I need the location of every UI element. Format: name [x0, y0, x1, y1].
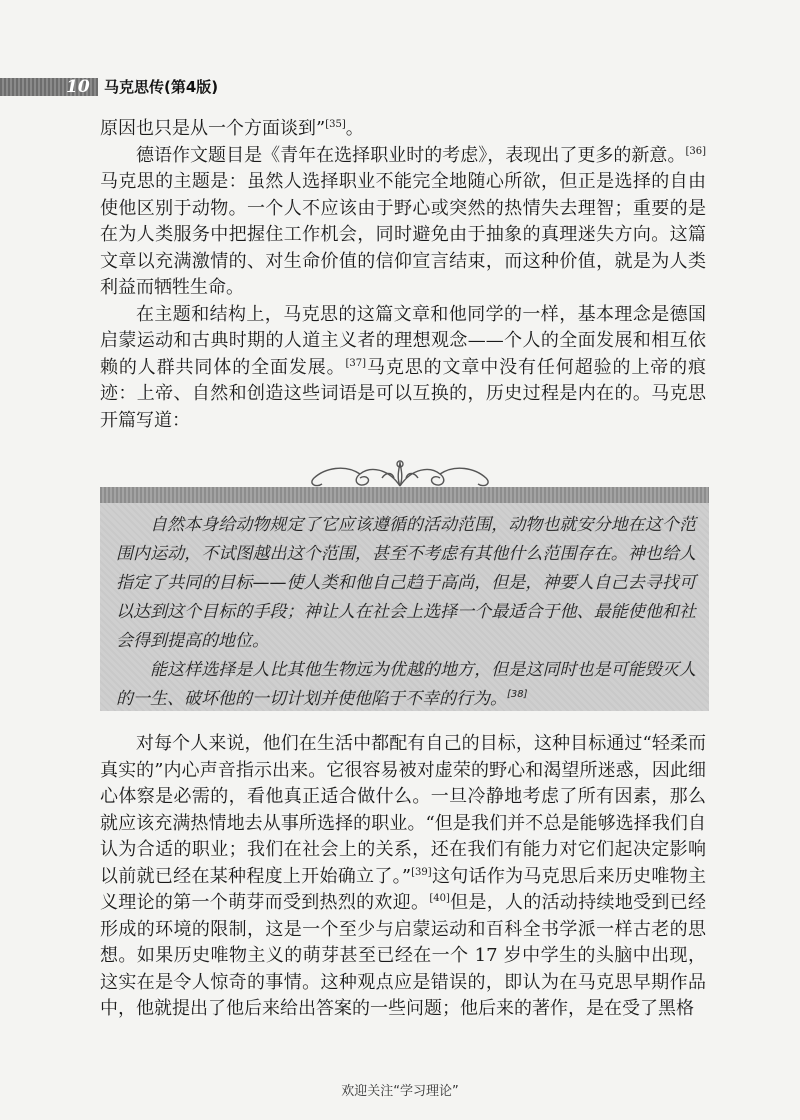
- paragraph-text: 马克思的主题是：虽然人选择职业不能完全地随心所欲，但正是选择的自由使他区别于动物。一个人不应该由于野心或突然的热情失去理智；重要的是在为人类服务中把握住工作机会，同时避免由于抽象的真理迷失方向。这篇文章以充满激情的、对生命价值的信仰宣言结束，而这种价值，就是为人类利益而牺牲生命。: [100, 171, 706, 298]
- page-number: 10: [66, 77, 90, 97]
- footnote-ref: [39]: [411, 866, 432, 878]
- paragraph-text: 马克思的文章中没有任何超验的上帝的痕迹：上帝、自然和创造这些词语是可以互换的，历史过程是内在的。马克思开篇写道：: [100, 356, 707, 431]
- footnote-ref: [37]: [345, 357, 367, 369]
- quote-band: [100, 487, 709, 503]
- paragraph: [100, 731, 706, 1023]
- paragraph: [100, 302, 706, 435]
- paragraph: [100, 116, 706, 143]
- paragraph-text: 。: [345, 118, 364, 139]
- paragraph-text: 这句话作为马克思后来历史唯物主义理论的第一个萌芽而受到热烈的欢迎。: [100, 865, 706, 913]
- quote-paragraph: [116, 511, 696, 656]
- footnote-ref: [35]: [325, 119, 346, 130]
- paragraph-text: 原因也只是从一个方面谈到”: [100, 118, 326, 139]
- page-footer: 欢迎关注“学习理论”: [341, 1084, 459, 1099]
- quote-text: [116, 511, 696, 714]
- footnote-ref: [40]: [429, 893, 450, 904]
- book-title: 马克思传(第4版): [104, 78, 219, 96]
- quote-paragraph-text: 自然本身给动物规定了它应该遵循的活动范围，动物也就安分地在这个范围内运动，不试图越出这个范围，甚至不考虑有其他什么范围存在。神也给人指定了共同的目标——使人类和他自己趋于高尚，但是，神要人自己去寻找可以达到这个目标的手段；神让人在社会上选择一个最适合于他、最能使他和社会得到提高的地位。: [116, 515, 696, 651]
- quote-box: [100, 487, 709, 711]
- footnote-ref: [38]: [507, 689, 528, 700]
- paragraph: [100, 143, 706, 302]
- paragraph-text: 对每个人来说，他们在生活中都配有自己的目标，这种目标通过“轻柔而真实的”内心声音指示出来。它很容易被对虚荣的野心和渴望所迷惑，因此细心体察是必需的，看他真正适合做什么。一旦冷静地考虑了所有因素，那么就应该充满热情地去从事所选择的职业。“但是我们并不总是能够选择我们自认为合适的职业；我们在社会上的关系，还在我们有能力对它们起决定影响以前就已经在某种程度上开始确立了。”: [100, 733, 706, 887]
- footnote-ref: [36]: [685, 145, 706, 157]
- body-text-top: [100, 116, 706, 434]
- paragraph-text: 德语作文题目是《青年在选择职业时的考虑》，表现出了更多的新意。: [136, 144, 686, 166]
- paragraph-text: 在主题和结构上，马克思的这篇文章和他同学的一样，基本理念是德国启蒙运动和古典时期的人道主义者的理想观念——个人的全面发展和相互依赖的人群共同体的全面发展。: [100, 303, 706, 378]
- body-text-bottom: [100, 731, 706, 1023]
- running-header: [0, 76, 800, 98]
- quote-paragraph-text: 能这样选择是人比其他生物远为优越的地方，但是这同时也是可能毁灭人的一生、破坏他的一切计划并使他陷于不幸的行为。: [116, 660, 696, 709]
- paragraph-text: 但是，人的活动持续地受到已经形成的环境的限制，这是一个至少与启蒙运动和百科全书学派一样古老的思想。如果历史唯物主义的萌芽甚至已经在一个 17 岁中学生的头脑中出现，这实在是令人惊奇的事情。这种观点应是错误的，即认为在马克思早期作品中，他就提出了他后来给出答案的一些问题；他后来的著作，是在受了黑格: [100, 892, 707, 1019]
- decorative-ornament-icon: [300, 458, 500, 490]
- quote-paragraph: [116, 656, 696, 714]
